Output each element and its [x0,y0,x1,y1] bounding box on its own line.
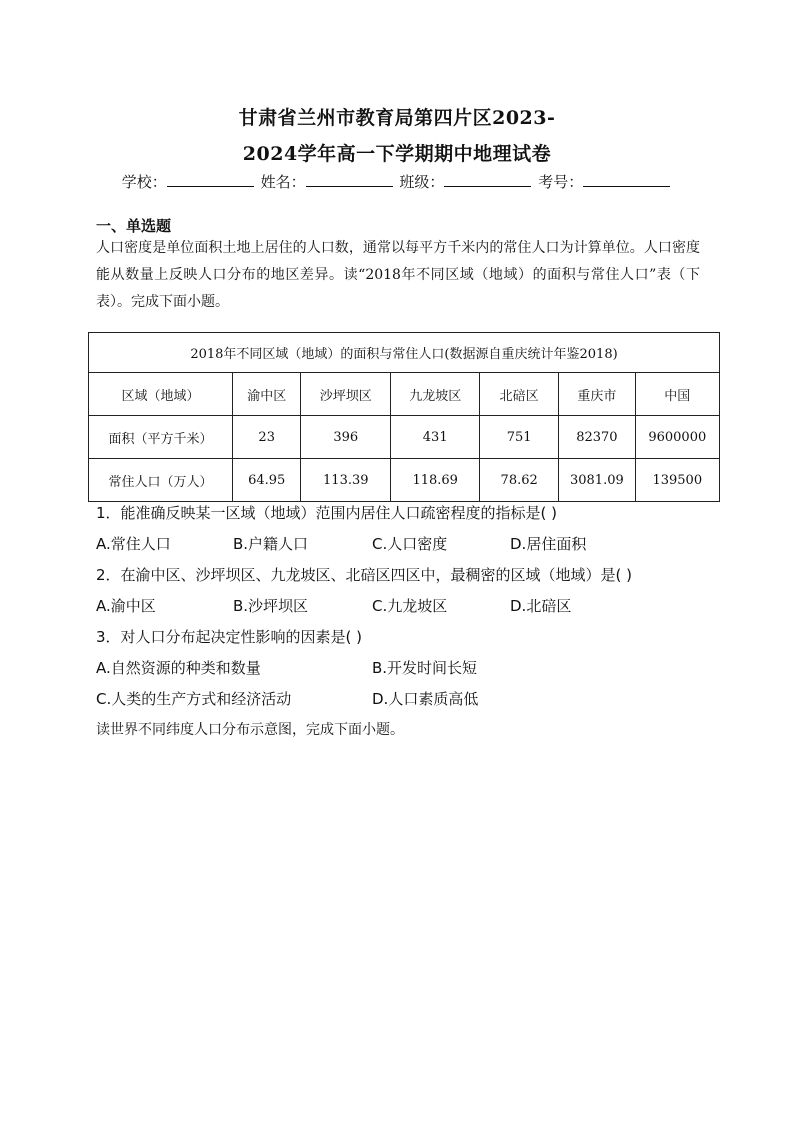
table-header-cell: 渝中区 [233,373,301,416]
question-2-option-b[interactable]: B.沙坪坝区 [233,597,309,615]
question-1-option-d[interactable]: D.居住面积 [510,535,587,553]
table-cell: 431 [391,416,480,459]
table-cell: 118.69 [391,459,480,502]
question-3-stem: 3．对人口分布起决定性影响的因素是( ) [96,628,363,646]
question-3-option-a[interactable]: A.自然资源的种类和数量 [96,659,261,677]
school-blank[interactable] [167,173,254,187]
question-2-option-c[interactable]: C.九龙坡区 [372,597,448,615]
question-2-stem: 2．在渝中区、沙坪坝区、九龙坡区、北碚区四区中，最稠密的区域（地域）是( ) [96,566,633,584]
exam-number-label: 考号： [538,173,584,191]
table-header-cell: 北碚区 [480,373,559,416]
name-label: 姓名： [260,173,306,191]
table-cell: 751 [480,416,559,459]
table-cell: 82370 [559,416,635,459]
table-cell: 396 [301,416,391,459]
question-1-stem: 1．能准确反映某一区域（地域）范围内居住人口疏密程度的指标是( ) [96,504,558,522]
table-cell: 3081.09 [559,459,635,502]
table-caption: 2018年不同区域（地域）的面积与常住人口(数据源自重庆统计年鉴2018) [89,333,720,373]
table-row [89,416,720,459]
table-header-cell: 区域（地域） [89,373,233,416]
table-cell: 常住人口（万人） [89,459,233,502]
table-cell: 23 [233,416,301,459]
table-cell: 面积（平方千米） [89,416,233,459]
class-blank[interactable] [444,173,531,187]
question-1-option-b[interactable]: B.户籍人口 [233,535,309,553]
question-3-option-b[interactable]: B.开发时间长短 [372,659,478,677]
question-2-option-d[interactable]: D.北碚区 [510,597,572,615]
exam-title-line-1: 甘肃省兰州市教育局第四片区2023- [238,107,556,129]
followup-paragraph: 读世界不同纬度人口分布示意图，完成下面小题。 [96,722,404,738]
name-blank[interactable] [306,173,393,187]
table-cell: 9600000 [635,416,719,459]
table-header-cell: 中国 [635,373,719,416]
table-header-row [89,373,720,416]
question-1-option-a[interactable]: A.常住人口 [96,535,171,553]
question-3-option-d[interactable]: D.人口素质高低 [372,690,479,708]
question-1-option-c[interactable]: C.人口密度 [372,535,448,553]
student-info-line [0,171,794,192]
section-heading: 一、单选题 [96,217,172,235]
exam-number-blank[interactable] [583,173,670,187]
table-header-cell: 重庆市 [559,373,635,416]
population-table [88,332,720,502]
question-3-option-c[interactable]: C.人类的生产方式和经济活动 [96,690,292,708]
table-cell: 113.39 [301,459,391,502]
question-2-option-a[interactable]: A.渝中区 [96,597,156,615]
table-cell: 139500 [635,459,719,502]
table-header-cell: 九龙坡区 [391,373,480,416]
intro-paragraph: 人口密度是单位面积土地上居住的人口数，通常以每平方千米内的常住人口为计算单位。人口密度能从数量上反映人口分布的地区差异。读“2018年不同区域（地域）的面积与常住人口”表（下表）。完成下面小题。 [96,240,700,310]
table-cell: 78.62 [480,459,559,502]
exam-title-line-2: 2024学年高一下学期期中地理试卷 [242,143,552,165]
school-label: 学校： [121,173,167,191]
table-cell: 64.95 [233,459,301,502]
table-row [89,459,720,502]
table-header-cell: 沙坪坝区 [301,373,391,416]
class-label: 班级： [399,173,445,191]
